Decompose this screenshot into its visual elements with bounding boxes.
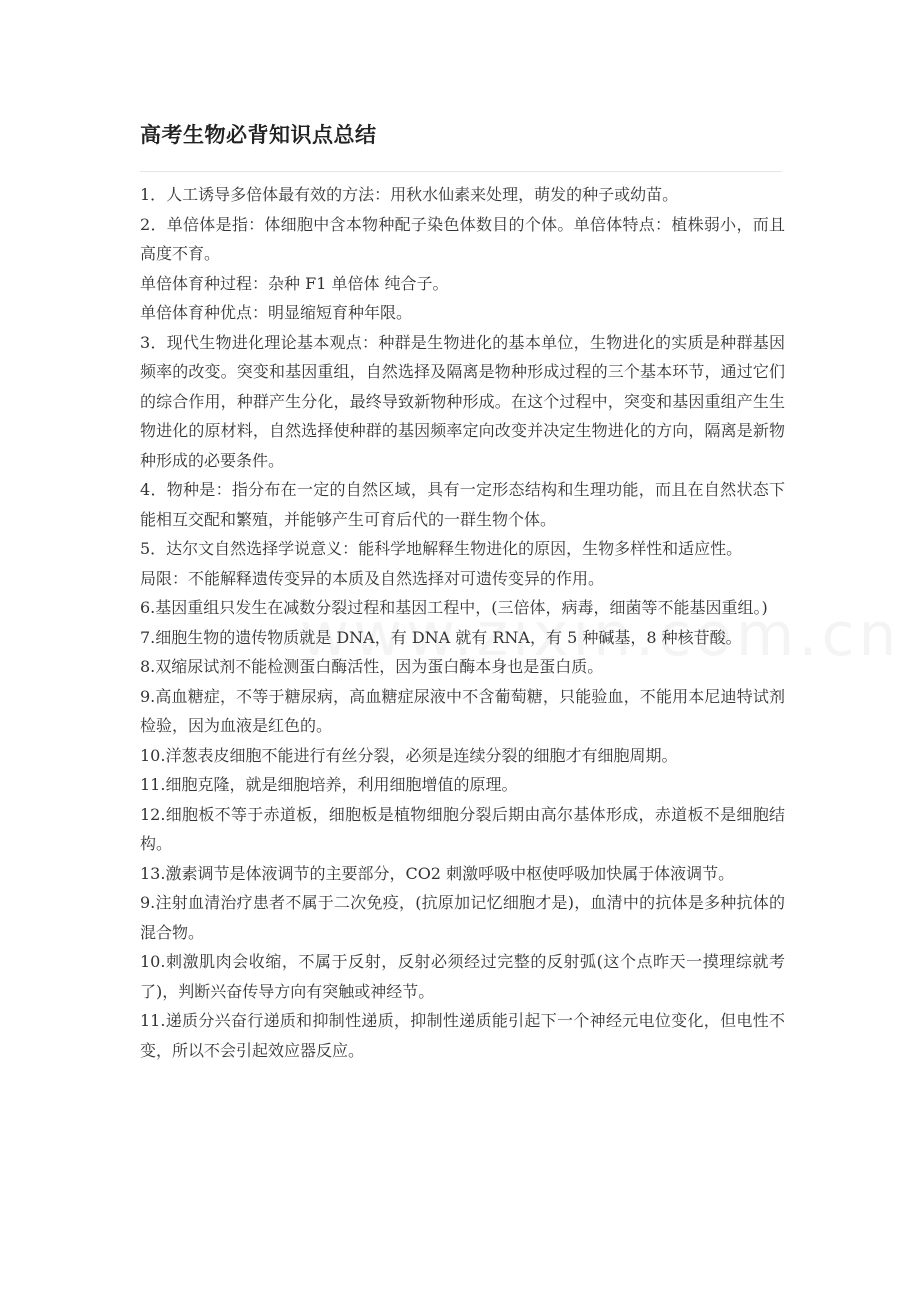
- paragraph: 6.基因重组只发生在减数分裂过程和基因工程中，(三倍体，病毒，细菌等不能基因重组。): [140, 598, 768, 617]
- paragraph: 7.细胞生物的遗传物质就是 DNA，有 DNA 就有 RNA，有 5 种碱基，8 种核苷酸。: [140, 627, 742, 647]
- paragraph: 3．现代生物进化理论基本观点：种群是生物进化的基本单位，生物进化的实质是种群基因频率的改变。突变和基因重组，自然选择及隔离是物种形成过程的三个基本环节，通过它们的综合作用，种群产生分化，最终导致新物种形成。在这个过程中，突变和基因重组产生生物进化的原材料，自然选择使种群的基因频率定向改变并决定生物进化的方向，隔离是新物种形成的必要条件。: [140, 332, 785, 470]
- paragraph: 2．单倍体是指：体细胞中含本物种配子染色体数目的个体。单倍体特点：植株弱小，而且高度不育。: [140, 214, 785, 263]
- paragraph: 10.刺激肌肉会收缩，不属于反射，反射必须经过完整的反射弧(这个点昨天一摸理综就考了)，判断兴奋传导方向有突触或神经节。: [140, 952, 785, 1001]
- paragraph: 12.细胞板不等于赤道板，细胞板是植物细胞分裂后期由高尔基体形成，赤道板不是细胞结构。: [140, 804, 785, 853]
- paragraph: 局限：不能解释遗传变异的本质及自然选择对可遗传变异的作用。: [140, 568, 605, 588]
- page-title: 高考生物必背知识点总结: [140, 122, 377, 147]
- paragraph: 11.细胞克隆，就是细胞培养，利用细胞增值的原理。: [140, 775, 518, 794]
- document-body: [140, 180, 785, 1065]
- paragraph: 11.递质分兴奋行递质和抑制性递质，抑制性递质能引起下一个神经元电位变化，但电性不变，所以不会引起效应器反应。: [140, 1011, 785, 1060]
- paragraph: 9.注射血清治疗患者不属于二次免疫，(抗原加记忆细胞才是)，血清中的抗体是多种抗体的混合物。: [140, 893, 785, 942]
- paragraph: 10.洋葱表皮细胞不能进行有丝分裂，必须是连续分裂的细胞才有细胞周期。: [140, 745, 678, 765]
- title-divider: [140, 171, 782, 172]
- paragraph: 单倍体育种过程：杂种 F1 单倍体 纯合子。: [140, 273, 449, 293]
- paragraph: 9.高血糖症，不等于糖尿病，高血糖症尿液中不含葡萄糖，只能验血，不能用本尼迪特试剂检验，因为血液是红色的。: [140, 686, 785, 735]
- paragraph: 8.双缩尿试剂不能检测蛋白酶活性，因为蛋白酶本身也是蛋白质。: [140, 657, 604, 676]
- paragraph: 4．物种是：指分布在一定的自然区域，具有一定形态结构和生理功能，而且在自然状态下能相互交配和繁殖，并能够产生可育后代的一群生物个体。: [140, 480, 785, 529]
- paragraph: 1．人工诱导多倍体最有效的方法：用秋水仙素来处理，萌发的种子或幼苗。: [140, 185, 679, 204]
- paragraph: 单倍体育种优点：明显缩短育种年限。: [140, 303, 413, 322]
- paragraph: 13.激素调节是体液调节的主要部分，CO2 刺激呼吸中枢使呼吸加快属于体液调节。: [140, 863, 735, 883]
- paragraph: 5．达尔文自然选择学说意义：能科学地解释生物进化的原因，生物多样性和适应性。: [140, 539, 743, 558]
